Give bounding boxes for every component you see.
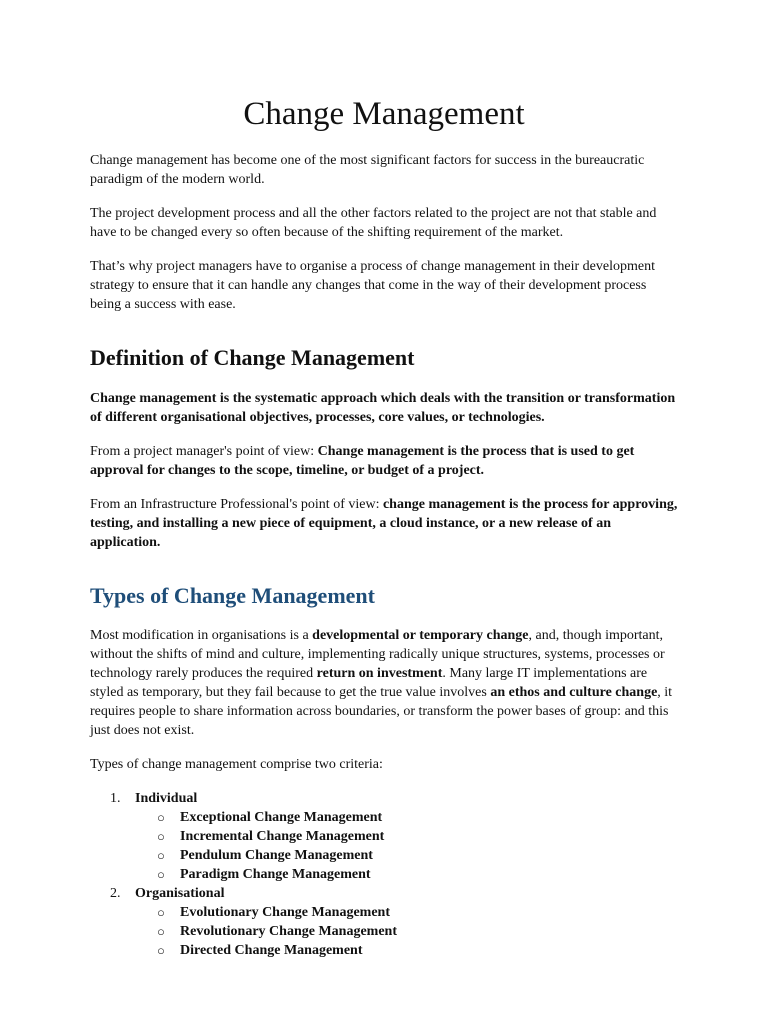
- intro-paragraph-3: That’s why project managers have to organise a process of change management in their development strategy to ensure that it can handle any changes that come in the way of their development process being a success with ease.: [90, 259, 655, 312]
- intro-paragraph-1: Change management has become one of the most significant factors for success in the bureaucratic paradigm of the modern world.: [90, 153, 645, 187]
- types-text-1: Most modification in organisations is a: [90, 628, 313, 643]
- pm-definition: [90, 442, 678, 480]
- list-item: ○ Revolutionary Change Management: [157, 924, 397, 939]
- circle-bullet-icon: ○: [157, 848, 165, 863]
- list-number: 2.: [110, 886, 121, 901]
- types-bold-2: return on investment: [316, 666, 443, 681]
- circle-bullet-icon: ○: [157, 810, 165, 825]
- infra-definition: [90, 495, 678, 552]
- list-item: ○ Directed Change Management: [157, 943, 363, 958]
- pm-prefix: From a project manager's point of view:: [90, 444, 318, 459]
- intro-paragraph-2: The project development process and all the other factors related to the project are not that stable and have to be changed every so often because of the shifting requirement of the market.: [90, 206, 657, 240]
- infra-bold: change management is the process for approving, testing, and installing a new piece of equipment, a cloud instance, or a new release of an application.: [90, 497, 678, 550]
- list-number: 1.: [110, 791, 121, 806]
- list-label: Organisational: [135, 886, 225, 901]
- types-bold-3: an ethos and culture change: [490, 685, 658, 700]
- types-text-3: . Many large IT implementations are styled as temporary, but they fail because to get the true value involves: [90, 666, 648, 700]
- types-bold-1: developmental or temporary change: [312, 628, 529, 643]
- circle-bullet-icon: ○: [157, 867, 165, 882]
- definition-heading: Definition of Change Management: [90, 345, 415, 370]
- types-heading: Types of Change Management: [90, 583, 375, 608]
- types-text-4: , it requires people to share information across boundaries, or transform the power bases of group: and this just does not exist.: [90, 685, 673, 738]
- list-item: ○ Pendulum Change Management: [157, 848, 373, 863]
- list-item: ○ Evolutionary Change Management: [157, 905, 390, 920]
- circle-bullet-icon: ○: [157, 924, 165, 939]
- page-title: Change Management: [243, 96, 525, 132]
- list-item: [90, 884, 678, 960]
- sub-list: [135, 808, 678, 884]
- criteria-list: [90, 789, 678, 960]
- circle-bullet-icon: ○: [157, 905, 165, 920]
- infra-prefix: From an Infrastructure Professional's point of view:: [90, 497, 383, 512]
- criteria-intro: Types of change management comprise two criteria:: [90, 757, 383, 772]
- list-label: Individual: [135, 791, 198, 806]
- pm-bold: Change management is the process that is used to get approval for changes to the scope, timeline, or budget of a project.: [90, 444, 635, 478]
- sub-list: [135, 903, 678, 960]
- circle-bullet-icon: ○: [157, 829, 165, 844]
- types-text-2: , and, though important, without the shifts of mind and culture, implementing radically unique structures, systems, processes or technology rarely produces the required: [90, 628, 665, 681]
- definition-statement: Change management is the systematic approach which deals with the transition or transformation of different organisational objectives, processes, core values, or technologies.: [90, 391, 676, 425]
- list-item: ○ Exceptional Change Management: [157, 810, 383, 825]
- list-item: ○ Paradigm Change Management: [157, 867, 371, 882]
- circle-bullet-icon: ○: [157, 943, 165, 958]
- types-paragraph: [90, 626, 678, 740]
- list-item: [90, 789, 678, 884]
- list-item: ○ Incremental Change Management: [157, 829, 385, 844]
